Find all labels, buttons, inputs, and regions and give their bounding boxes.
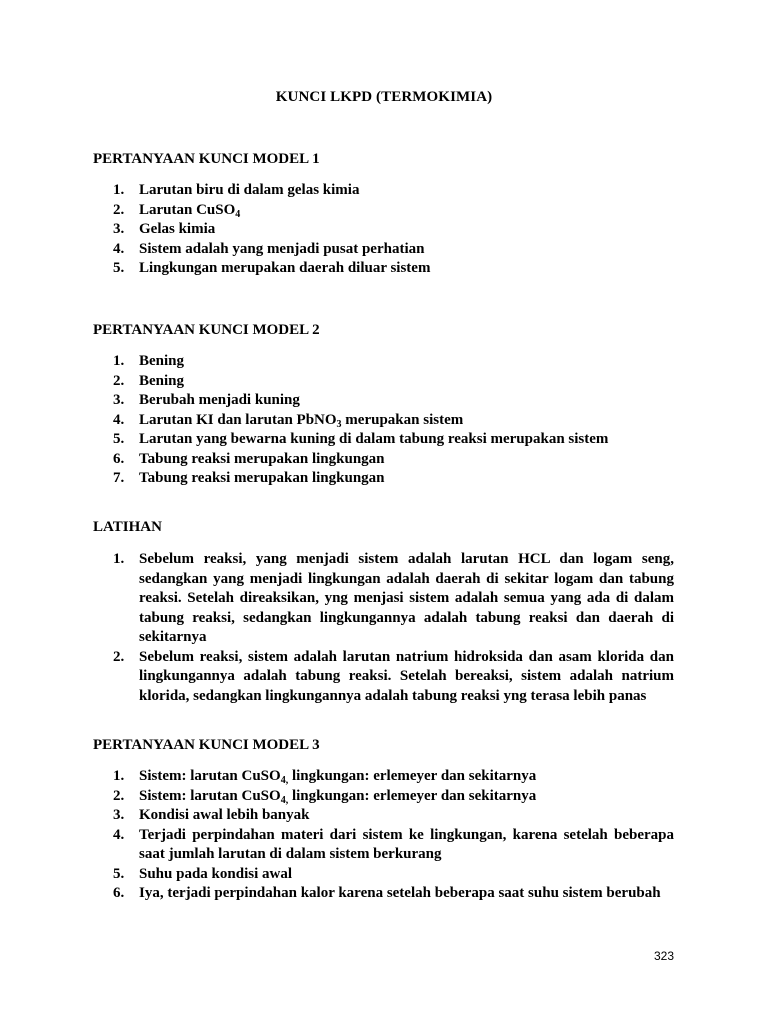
answer-list-model-2 xyxy=(113,352,674,489)
list-item: 6. Tabung reaksi merupakan lingkungan xyxy=(113,450,385,467)
list-item: 6. Iya, terjadi perpindahan kalor karena setelah beberapa saat suhu sistem berubah xyxy=(113,885,661,901)
list-item: 3. Kondisi awal lebih banyak xyxy=(113,807,310,823)
section-heading-latihan: LATIHAN xyxy=(93,519,162,535)
list-item: 4. Larutan KI dan larutan PbNO$_3$ merupakan sistem xyxy=(113,411,464,430)
list-item: 2. Sistem: larutan CuSO$_{4,}$ lingkungan: erlemeyer dan sekitarnya xyxy=(113,787,537,806)
list-item: 2. Larutan CuSO$_4$ xyxy=(113,201,241,220)
section-heading-model-1: PERTANYAAN KUNCI MODEL 1 xyxy=(93,151,320,167)
answer-list-model-3 xyxy=(113,767,674,904)
page-number: 323 xyxy=(653,949,674,963)
list-item: 1. Sebelum reaksi, yang menjadi sistem adalah larutan HCL dan logam seng, sedangkan yang menjadi lingkungan adalah daerah di sekitar logam dan tabung reaksi. Setelah direaksikan, yng menjasi sistem adalah semua yang ada di dalam tabung reaksi, sedangkan lingkungannya adalah tabung reaksi dan daerah di sekitarnya xyxy=(113,551,674,645)
list-item: 7. Tabung reaksi merupakan lingkungan xyxy=(113,470,385,486)
answer-list-model-1 xyxy=(113,181,674,279)
list-item: 1. Larutan biru di dalam gelas kimia xyxy=(113,182,360,198)
list-item: 1. Sistem: larutan CuSO$_{4,}$ lingkungan: erlemeyer dan sekitarnya xyxy=(113,768,537,786)
document-title: KUNCI LKPD (TERMOKIMIA) xyxy=(275,89,493,105)
list-item: 1. Bening xyxy=(113,353,185,369)
list-item: 3. Gelas kimia xyxy=(113,221,216,237)
list-item: 4. Terjadi perpindahan materi dari sistem ke lingkungan, karena setelah beberapa saat jumlah larutan di dalam sistem berkurang xyxy=(113,826,674,862)
list-item: 2. Bening xyxy=(113,372,185,389)
list-item: 2. Sebelum reaksi, sistem adalah larutan natrium hidroksida dan asam klorida dan lingkungannya adalah tabung reaksi. Setelah bereaksi, sistem adalah natrium klorida, sedangkan lingkungannya adalah tabung reaksi yng terasa lebih panas xyxy=(113,648,674,704)
section-heading-model-3: PERTANYAAN KUNCI MODEL 3 xyxy=(93,737,320,753)
list-item: 3. Berubah menjadi kuning xyxy=(113,392,300,408)
answer-list-latihan xyxy=(113,550,674,706)
list-item: 5. Lingkungan merupakan daerah diluar sistem xyxy=(113,260,431,276)
list-item: 4. Sistem adalah yang menjadi pusat perhatian xyxy=(113,240,425,257)
list-item: 5. Larutan yang bewarna kuning di dalam tabung reaksi merupakan sistem xyxy=(113,431,609,447)
section-heading-model-2: PERTANYAAN KUNCI MODEL 2 xyxy=(93,322,320,338)
list-item: 5. Suhu pada kondisi awal xyxy=(113,865,293,882)
